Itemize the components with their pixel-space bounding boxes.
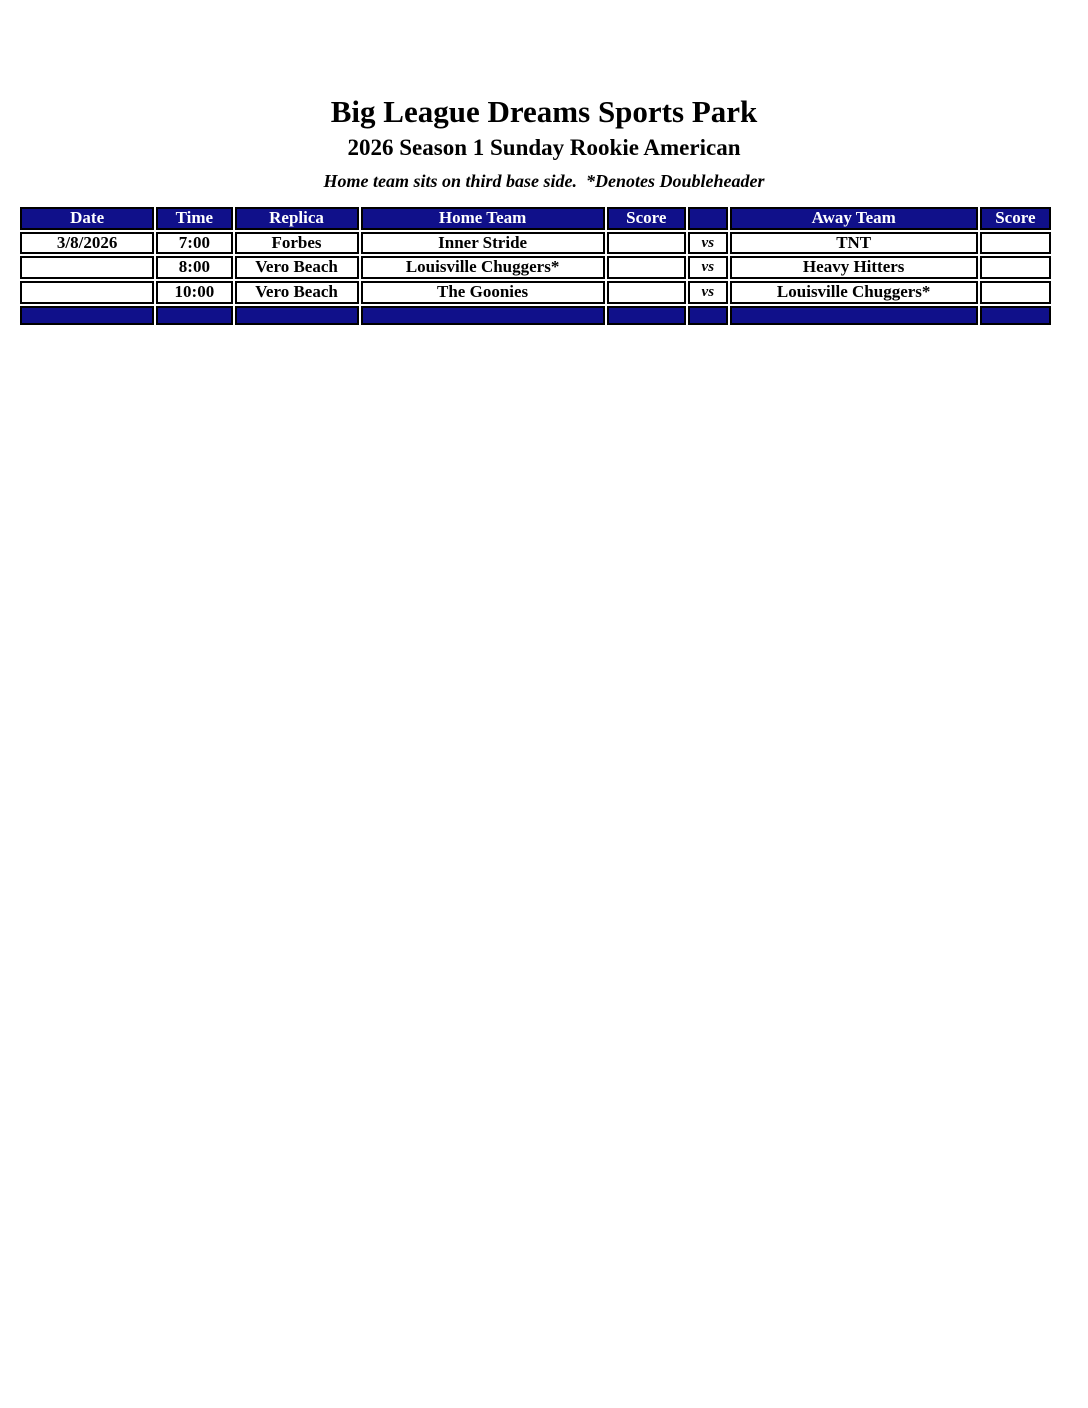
filler-cell: [156, 306, 232, 325]
filler-cell: [688, 306, 728, 325]
schedule-table: [18, 205, 1053, 327]
vs-cell: vs: [688, 281, 728, 304]
header-row: [20, 207, 1051, 230]
away-team-cell: TNT: [730, 232, 978, 255]
date-cell: 3/8/2026: [20, 232, 154, 255]
date-cell: [20, 281, 154, 304]
column-header-replica: Replica: [235, 207, 359, 230]
date-cell: [20, 256, 154, 279]
game-row: [20, 281, 1051, 304]
filler-cell: [607, 306, 686, 325]
filler-cell: [20, 306, 154, 325]
away-team-cell: Louisville Chuggers*: [730, 281, 978, 304]
away-score-cell: [980, 256, 1051, 279]
away-team-cell: Heavy Hitters: [730, 256, 978, 279]
home-team-cell: Louisville Chuggers*: [361, 256, 605, 279]
filler-cell: [980, 306, 1051, 325]
game-row: [20, 232, 1051, 255]
filler-cell: [235, 306, 359, 325]
time-cell: 8:00: [156, 256, 232, 279]
filler-cell: [361, 306, 605, 325]
home-team-cell: The Goonies: [361, 281, 605, 304]
filler-row: [20, 306, 1051, 325]
column-header-away-score: Score: [980, 207, 1051, 230]
filler-cell: [730, 306, 978, 325]
away-score-cell: [980, 232, 1051, 255]
replica-cell: Forbes: [235, 232, 359, 255]
column-header-home-score: Score: [607, 207, 686, 230]
column-header-away-team: Away Team: [730, 207, 978, 230]
column-header-vs: [688, 207, 728, 230]
home-score-cell: [607, 256, 686, 279]
column-header-home-team: Home Team: [361, 207, 605, 230]
column-header-time: Time: [156, 207, 232, 230]
away-score-cell: [980, 281, 1051, 304]
time-cell: 10:00: [156, 281, 232, 304]
home-score-cell: [607, 281, 686, 304]
game-row: [20, 256, 1051, 279]
page-subtitle: 2026 Season 1 Sunday Rookie American: [347, 134, 741, 160]
column-header-date: Date: [20, 207, 154, 230]
page-title: Big League Dreams Sports Park: [330, 94, 758, 129]
home-score-cell: [607, 232, 686, 255]
vs-cell: vs: [688, 256, 728, 279]
home-team-cell: Inner Stride: [361, 232, 605, 255]
time-cell: 7:00: [156, 232, 232, 255]
vs-cell: vs: [688, 232, 728, 255]
page-note: Home team sits on third base side. *Denotes Doubleheader: [323, 170, 765, 191]
schedule-header: [0, 0, 1088, 192]
replica-cell: Vero Beach: [235, 256, 359, 279]
replica-cell: Vero Beach: [235, 281, 359, 304]
